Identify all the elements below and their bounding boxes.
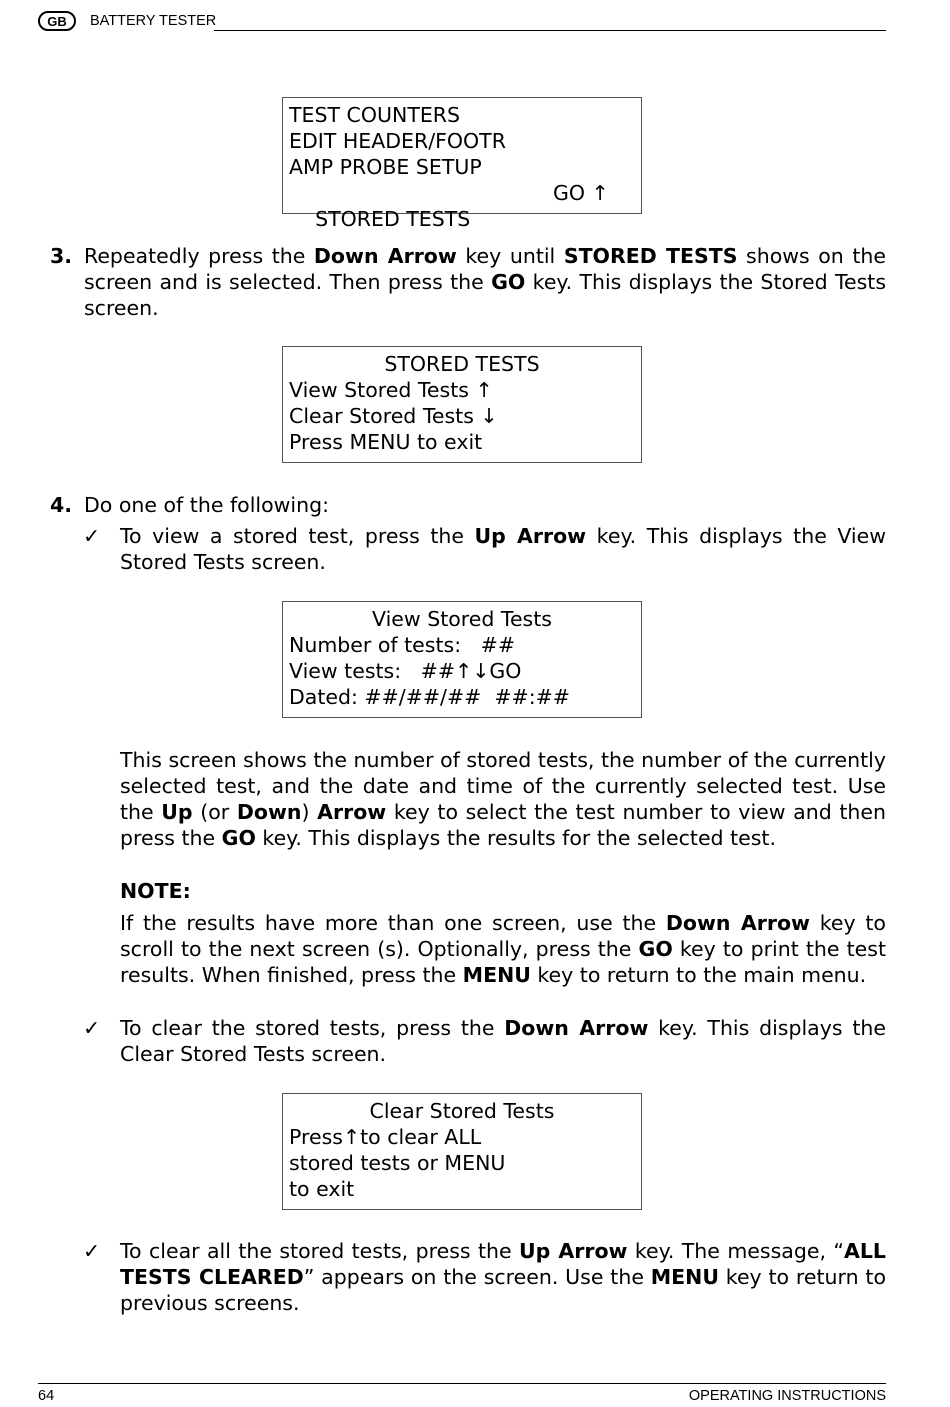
screen-line <box>289 180 635 231</box>
checklist-text: To clear the stored tests, press the Down Arrow key. This displays the Clear Stored Tests screen. <box>120 1016 886 1066</box>
step-text: Repeatedly press the Down Arrow key until STORED TESTS shows on the screen and is selected. Then press the GO key. This displays the Stored Tests screen. <box>84 244 886 320</box>
screen-line: View tests: ##↑↓GO <box>289 659 522 683</box>
step-text: Do one of the following: <box>84 493 330 517</box>
checklist-item-clear-all <box>83 1238 886 1316</box>
screen-line: Press↑to clear ALL <box>289 1125 482 1149</box>
screen-line-text: STORED TESTS <box>315 207 471 231</box>
checklist-item-view <box>83 523 886 575</box>
language-badge: GB <box>38 11 76 31</box>
checkmark-icon: ✓ <box>83 1239 101 1263</box>
step-4 <box>50 492 886 518</box>
lcd-screen-menu <box>282 97 642 231</box>
screen-title: STORED TESTS <box>384 352 540 376</box>
screen-line: stored tests or MENU <box>289 1151 506 1175</box>
footer-section: OPERATING INSTRUCTIONS <box>688 1388 886 1404</box>
screen-line: View Stored Tests ↑ <box>289 378 493 402</box>
page-number: 64 <box>38 1388 55 1404</box>
lcd-screen-stored-tests <box>282 346 642 463</box>
screen-line: TEST COUNTERS <box>289 103 461 127</box>
page-header <box>38 10 886 34</box>
note-block <box>120 878 886 988</box>
note-text: If the results have more than one screen, use the Down Arrow key to scroll to the next screen (s). Optionally, press the GO key to print the test results. When finished, press the MENU key to return to the main menu. <box>120 911 886 987</box>
screen-line: Number of tests: ## <box>289 633 516 657</box>
footer-rule <box>38 1383 886 1384</box>
checklist-text: To view a stored test, press the Up Arrow key. This displays the View Stored Tests screen. <box>120 524 886 574</box>
note-title: NOTE: <box>120 879 191 903</box>
checkmark-icon: ✓ <box>83 1016 101 1040</box>
header-title: BATTERY TESTER <box>90 13 217 29</box>
lcd-screen-view-stored-tests <box>282 601 642 718</box>
description-paragraph: This screen shows the number of stored tests, the number of the currently selected test, and the date and time of the currently selected test. Use the Up (or Down) Arrow key to select the test number to view and then press the GO key. This displays the results for the selected test. <box>120 748 886 850</box>
screen-line: AMP PROBE SETUP <box>289 155 482 179</box>
step-number: 4. <box>50 493 73 517</box>
lcd-screen-clear-stored-tests <box>282 1093 642 1210</box>
go-up-arrow-label: GO ↑ <box>553 181 609 205</box>
screen-line: to exit <box>289 1177 355 1201</box>
checklist-text: To clear all the stored tests, press the Up Arrow key. The message, “ALL TESTS CLEARED” appears on the screen. Use the MENU key to return to previous screens. <box>120 1239 887 1315</box>
checkmark-icon: ✓ <box>83 524 101 548</box>
screen-line: EDIT HEADER/FOOTR <box>289 129 506 153</box>
screen-line: Clear Stored Tests ↓ <box>289 404 498 428</box>
step-3 <box>50 243 886 321</box>
screen-line: Press MENU to exit <box>289 430 483 454</box>
header-rule <box>214 30 886 31</box>
step-number: 3. <box>50 244 73 268</box>
screen-line: Dated: ##/##/## ##:## <box>289 685 570 709</box>
screen-title: View Stored Tests <box>372 607 552 631</box>
checklist-item-clear <box>83 1015 886 1067</box>
screen-title: Clear Stored Tests <box>369 1099 555 1123</box>
